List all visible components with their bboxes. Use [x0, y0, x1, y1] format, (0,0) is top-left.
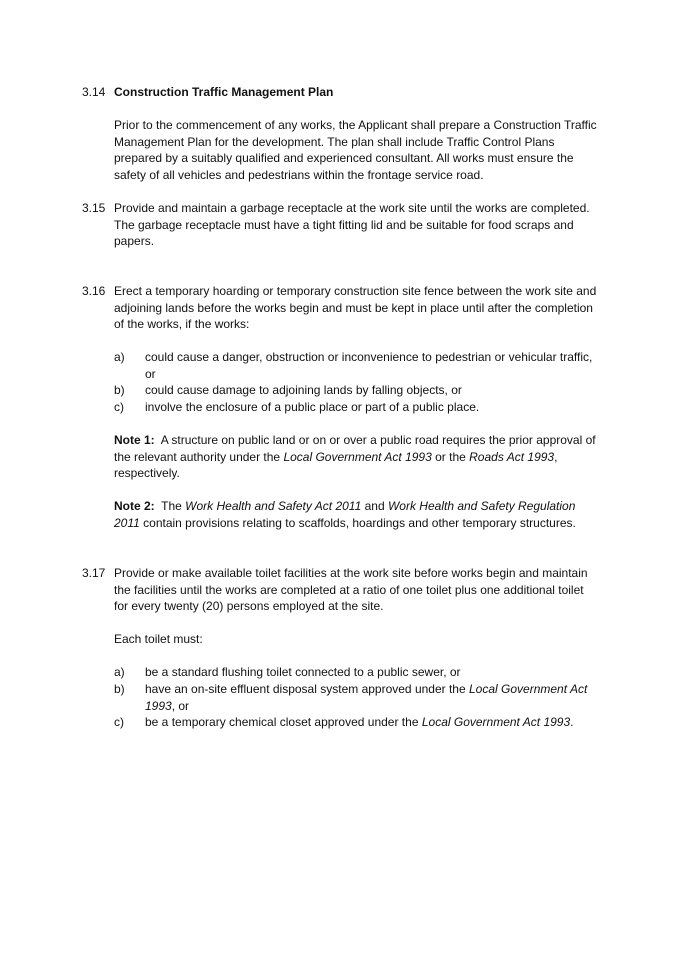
- list-marker: a): [114, 350, 125, 364]
- list-marker: c): [114, 715, 124, 729]
- act-citation: Local Government Act 1993: [283, 449, 432, 464]
- list-marker: b): [114, 682, 125, 696]
- act-citation: Local Government Act 1993: [145, 682, 588, 713]
- list-item: could cause damage to adjoining lands by falling objects, or: [145, 383, 462, 397]
- list-marker: c): [114, 400, 124, 414]
- note-label: Note 1:: [114, 433, 155, 447]
- list-marker: b): [114, 383, 125, 397]
- note-label: Note 2:: [114, 499, 155, 513]
- section-paragraph: Provide and maintain a garbage receptacle at the work site until the works are completed. The garbage receptacle must have a tight fitting lid and be suitable for food scraps and papers.: [114, 201, 590, 249]
- note-1: Note 1: A structure on public land or on or over a public road requires the prior approval of the relevant authority under the Local Government Act 1993 or the Roads Act 1993, respectively.: [114, 433, 596, 481]
- section-title: Construction Traffic Management Plan: [114, 85, 334, 99]
- section-number: 3.15: [82, 201, 106, 215]
- section-paragraph: Erect a temporary hoarding or temporary construction site fence between the work site and adjoining lands before the works begin and must be kept in place until after the completion of the works, if the works:: [114, 284, 597, 332]
- section-number: 3.14: [82, 85, 106, 99]
- list-item: be a temporary chemical closet approved under the Local Government Act 1993.: [145, 715, 574, 729]
- section-number: 3.16: [82, 284, 106, 298]
- list-item: be a standard flushing toilet connected to a public sewer, or: [145, 665, 461, 679]
- list-item: could cause a danger, obstruction or inconvenience to pedestrian or vehicular traffic, or: [145, 350, 593, 381]
- section-paragraph: Prior to the commencement of any works, the Applicant shall prepare a Construction Traffic Management Plan for the development. The plan shall include Traffic Control Plans prepared by a suitably qualified and experienced consultant. All works must ensure the safety of all vehicles and pedestrians within the frontage service road.: [114, 118, 597, 182]
- list-item: involve the enclosure of a public place or part of a public place.: [145, 400, 480, 414]
- list-marker: a): [114, 665, 125, 679]
- act-citation: Work Health and Safety Act 2011: [185, 499, 362, 513]
- lead-text: Each toilet must:: [114, 632, 203, 646]
- list-item: have an on-site effluent disposal system approved under the Local Government Act 1993, or: [145, 682, 588, 713]
- section-number: 3.17: [82, 566, 106, 580]
- act-citation: Local Government Act 1993: [421, 715, 571, 729]
- act-citation: Roads Act 1993: [469, 449, 555, 464]
- section-paragraph: Provide or make available toilet facilities at the work site before works begin and maintain the facilities until the works are completed at a ratio of one toilet plus one additional toilet for every twenty (20) persons employed at the site.: [114, 566, 588, 614]
- note-2: Note 2: The Work Health and Safety Act 2011 and Work Health and Safety Regulation 2011 contain provisions relating to scaffolds, hoardings and other temporary structures.: [114, 499, 576, 530]
- act-citation: Work Health and Safety Regulation 2011: [114, 499, 576, 530]
